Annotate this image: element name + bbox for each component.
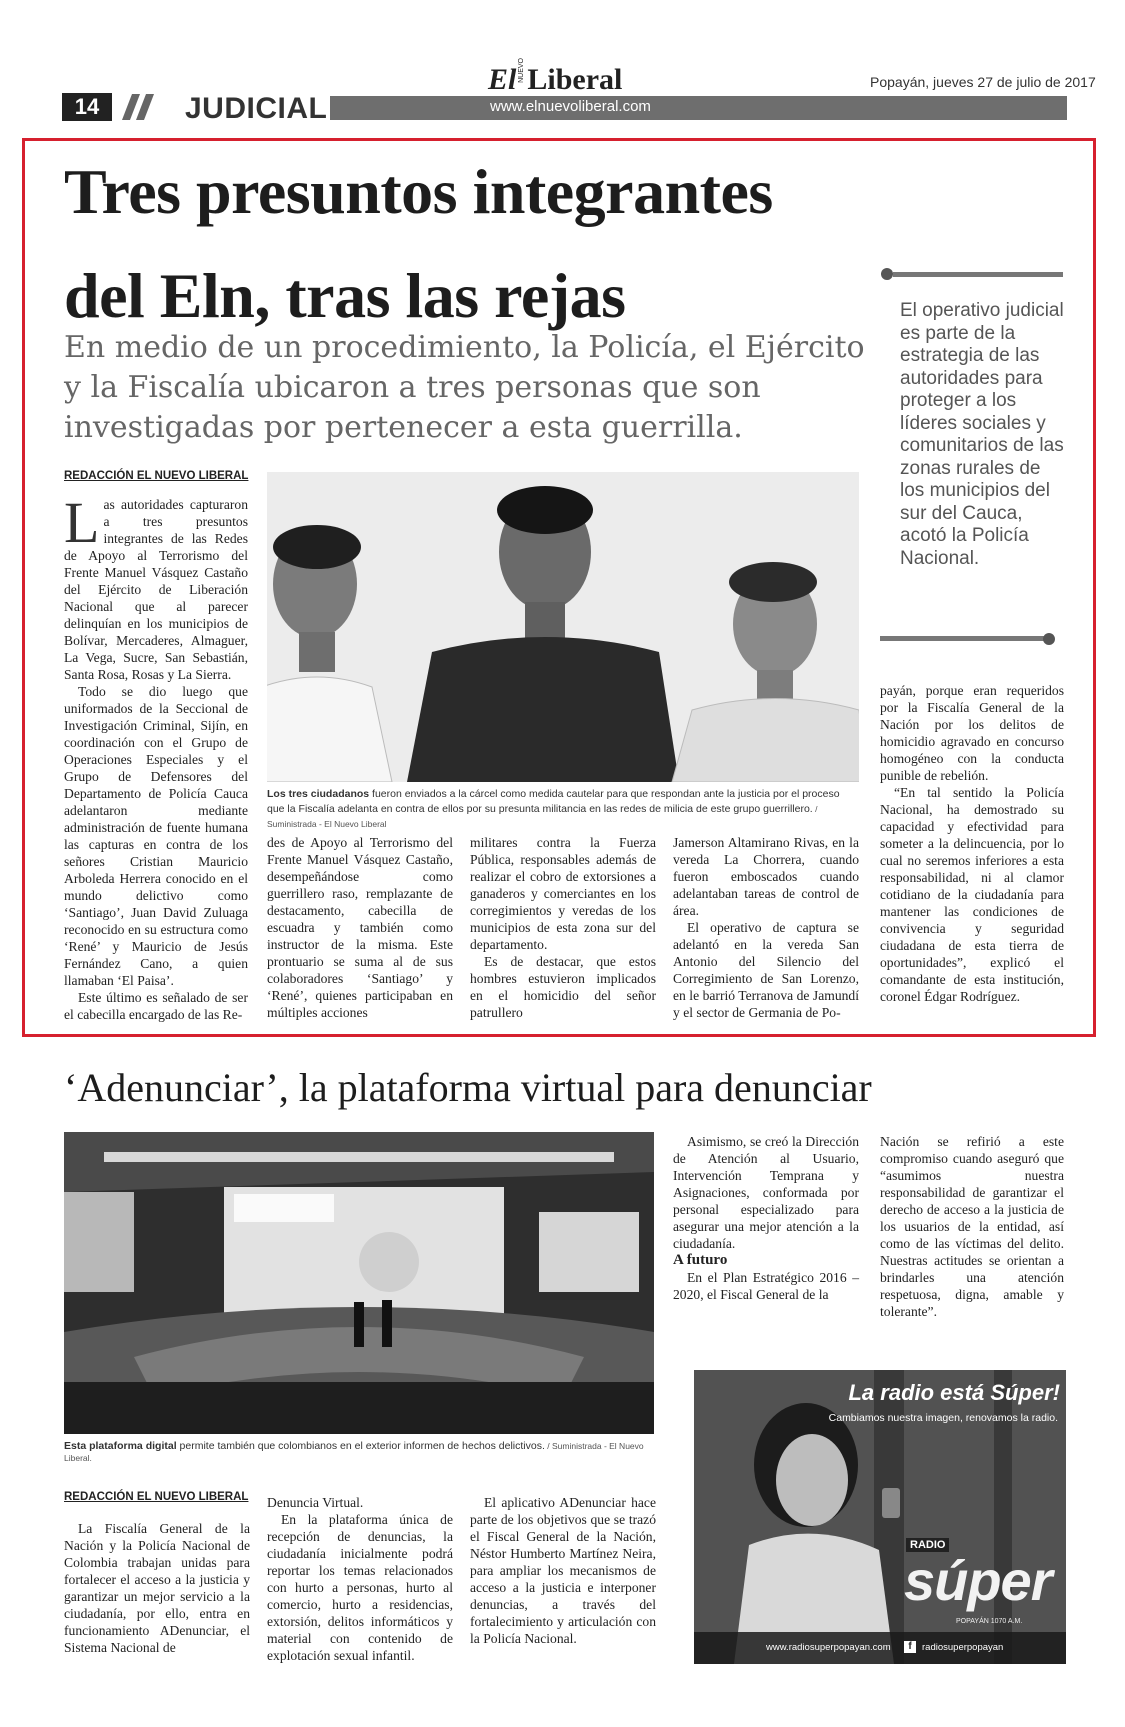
article-2-column-3 (470, 1494, 656, 1647)
paragraph: El operativo de captura se adelantó en la vereda San Antonio del Silencio del Corregimiento de San Lorenzo, en le barrió Terranova de Jamundí y el sector de Germania de Po- (673, 920, 859, 1020)
paragraph: des de Apoyo al Terrorismo del Frente Manuel Vásquez Castaño, desempeñándose como guerrillero raso, remplazante de destacamento, cabecilla de escuadra y también como instructor de la misma. Este prontuario se suma al de sus colaboradores ‘Santiago’ y ‘René’, quienes participaban en múltiples acciones (267, 835, 453, 1020)
photo-caption-2 (64, 1440, 664, 1464)
pull-quote-rule-top (893, 272, 1063, 277)
ad-frequency: POPAYÁN 1070 A.M. (956, 1618, 1023, 1625)
article-column-3 (470, 834, 656, 1021)
event-photo-illustration (64, 1132, 654, 1434)
ad-brand-logo: súper (904, 1549, 1052, 1612)
headline-line-1: Tres presuntos integrantes (64, 156, 773, 227)
section-slash-decoration (118, 92, 166, 122)
detainees-photo-illustration (267, 472, 859, 782)
article-2-headline: ‘Adenunciar’, la plataforma virtual para denunciar (64, 1065, 872, 1110)
article-2-column-5 (880, 1133, 1064, 1320)
paragraph: La Fiscalía General de la Nación y la Policía Nacional de Colombia trabajan unidas para fortalecer el acceso a la justicia y garantizar un mejor servicio a la ciudadanía, por ello, entra en funcionamiento ADenunciar, el Sistema Nacional de (64, 1521, 250, 1655)
paragraph: Denuncia Virtual. (267, 1495, 364, 1510)
photo-caption (267, 787, 859, 832)
radio-super-advertisement[interactable] (694, 1370, 1066, 1664)
paragraph: Jamerson Altamirano Rivas, en la vereda La Chorrera, cuando fueron emboscados cuando adelantaban tareas de control de área. (673, 835, 859, 918)
paragraph: payán, porque eran requeridos por la Fiscalía General de la Nación por los delitos de homicidio agravado en concurso homogéneo con la conducta punible de rebelión. (880, 683, 1064, 783)
paragraph: Todo se dio luego que uniformados de la Seccional de Investigación Criminal, Sijín, en coordinación con el Grupo de Operaciones Especiales y el Grupo de Defensores del Departamento de Policía Cauca adelantaron mediante administración de fuente humana las capturas en contra de los señores Cristian Mauricio Arboleda Herrera conocido en el mundo delictivo como ‘Santiago’, Juan David Zuluaga reconocido en su estructura como ‘René’ y Mauricio de Jesús Fernández Cano, a quien llamaban ‘El Paisa’. (64, 684, 248, 988)
pull-quote-rule-bottom (880, 636, 1050, 641)
paragraph: Nación se refirió a este compromiso cuando aseguró que “asumimos nuestra responsabilidad de garantizar el derecho de acceso a la justicia de los usuarios de la entidad, así como de las víctimas del delito. Nuestras actitudes se orientan a brindarles una atención respetuosa, digna, amable y tolerante”. (880, 1134, 1064, 1319)
masthead-logo (488, 58, 623, 96)
page-number: 14 (62, 93, 112, 121)
adenunciar-event-photo (64, 1132, 654, 1434)
article-2-column-2 (267, 1494, 453, 1664)
article-subhead: En medio de un procedimiento, la Policía, el Ejército y la Fiscalía ubicaron a tres personas que son investigadas por pertenecer a esta guerrilla. (64, 330, 865, 445)
caption-text: permite también que colombianos en el exterior informen de hechos delictivos. (176, 1440, 545, 1452)
caption-credit: / Suministrada - El Nuevo Liberal (267, 804, 818, 829)
paragraph: militares contra la Fuerza Pública, responsables además de realizar el cobro de extorsiones a ganaderos y comerciantes en los corregimientos y veredas de los municipios de esta zona sur del departamento. (470, 835, 656, 952)
article-2-byline: REDACCIÓN EL NUEVO LIBERAL (64, 1491, 249, 1503)
ad-subline: Cambiamos nuestra imagen, renovamos la radio. (828, 1412, 1058, 1424)
ad-website[interactable]: www.radiosuperpopayan.com (766, 1642, 891, 1653)
site-url[interactable]: www.elnuevoliberal.com (490, 98, 651, 115)
caption-text: fueron enviados a la cárcel como medida cautelar para que respondan ante la justicia por el proceso que la Fiscalía adelanta en contra de ellos por su presunta militancia en las redes de milicia de este grupo guerrillero. (267, 788, 840, 815)
caption-lead: Los tres ciudadanos (267, 788, 370, 800)
masthead-liberal: Liberal (527, 62, 623, 96)
subtitle: A futuro (673, 1252, 728, 1268)
ad-social-handle[interactable]: radiosuperpopayan (922, 1642, 1004, 1653)
article-2-column-4 (673, 1133, 859, 1303)
header-gray-bar (330, 96, 1067, 120)
article-column-4 (673, 834, 859, 1021)
paragraph: Asimismo, se creó la Dirección de Atención al Usuario, Intervención Temprana y Asignaciones, conformada por personal especializado para asegurar una mejor atención a la ciudadanía. (673, 1134, 859, 1251)
article-byline: REDACCIÓN EL NUEVO LIBERAL (64, 470, 249, 482)
paragraph: “En tal sentido la Policía Nacional, ha demostrado su capacidad y efectividad para someter a la delincuencia, por lo cual no seremos inferiores a esta responsabilidad, ni al clamor cotidiano de la ciudadanía para mantener las condiciones de convivencia y seguridad ciudadana de esta tierra de oportunidades”, explicó el comandante de esta institución, coronel Édgar Rodríguez. (880, 785, 1064, 1004)
pull-quote-dot-top (881, 268, 893, 280)
ad-tagline: La radio está Súper! (848, 1380, 1060, 1405)
masthead-nuevo: NUEVO (518, 58, 526, 83)
paragraph: El aplicativo ADenunciar hace parte de los objetivos que se trazó el Fiscal General de la Nación, Néstor Humberto Martínez Neira, para ampliar los mecanismos de acceso a la justicia e interponer denuncias, a través del fortalecimiento y articulación con la Policía Nacional. (470, 1495, 656, 1646)
article-2-column-1 (64, 1520, 250, 1656)
article-headline (64, 140, 964, 348)
article-column-5 (880, 682, 1064, 1005)
section-title: JUDICIAL (185, 92, 328, 125)
article-column-1 (64, 490, 248, 1023)
paragraph: En la plataforma única de recepción de denuncias, la ciudadanía inicialmente podrá reportar los temas relacionados con hurto a personas, hurto al comercio, hurto a residencias, extorsión, delitos informáticos y material con contenido de explotación sexual infantil. (267, 1512, 453, 1663)
masthead-el: El (488, 62, 517, 96)
ad-radio-label: RADIO (906, 1538, 949, 1552)
dateline: Popayán, jueves 27 de julio de 2017 (870, 74, 1096, 90)
detainees-photo (267, 472, 859, 782)
paragraph: Este último es señalado de ser el cabecilla encargado de las Re- (64, 990, 248, 1022)
pull-quote: El operativo judicial es parte de la estrategia de las autoridades para proteger a los líderes sociales y comunitarios de las zonas rurales de los municipios del sur del Cauca, acotó la Policía Nacional. (900, 300, 1064, 569)
facebook-icon[interactable]: f (904, 1641, 916, 1653)
article-column-2 (267, 834, 453, 1021)
paragraph: as autoridades capturaron a tres presuntos integrantes de las Redes de Apoyo al Terrorismo del Frente Manuel Vásquez Castaño del Ejército de Liberación Nacional que al parecer delinquían en los municipios de Bolívar, Mercaderes, Almaguer, La Vega, Sucre, San Sebastián, Santa Rosa, Rosas y La Sierra. (64, 497, 248, 682)
paragraph: En el Plan Estratégico 2016 – 2020, el Fiscal General de la (673, 1270, 859, 1302)
headline-line-2: del Eln, tras las rejas (64, 260, 626, 331)
pull-quote-dot-bottom (1043, 633, 1055, 645)
caption-lead: Esta plataforma digital (64, 1440, 177, 1452)
drop-cap: L (64, 490, 100, 555)
caption-credit: / Suministrada - El Nuevo Liberal. (64, 1441, 644, 1463)
paragraph: Es de destacar, que estos hombres estuvieron implicados en el homicidio del señor patrullero (470, 954, 656, 1020)
